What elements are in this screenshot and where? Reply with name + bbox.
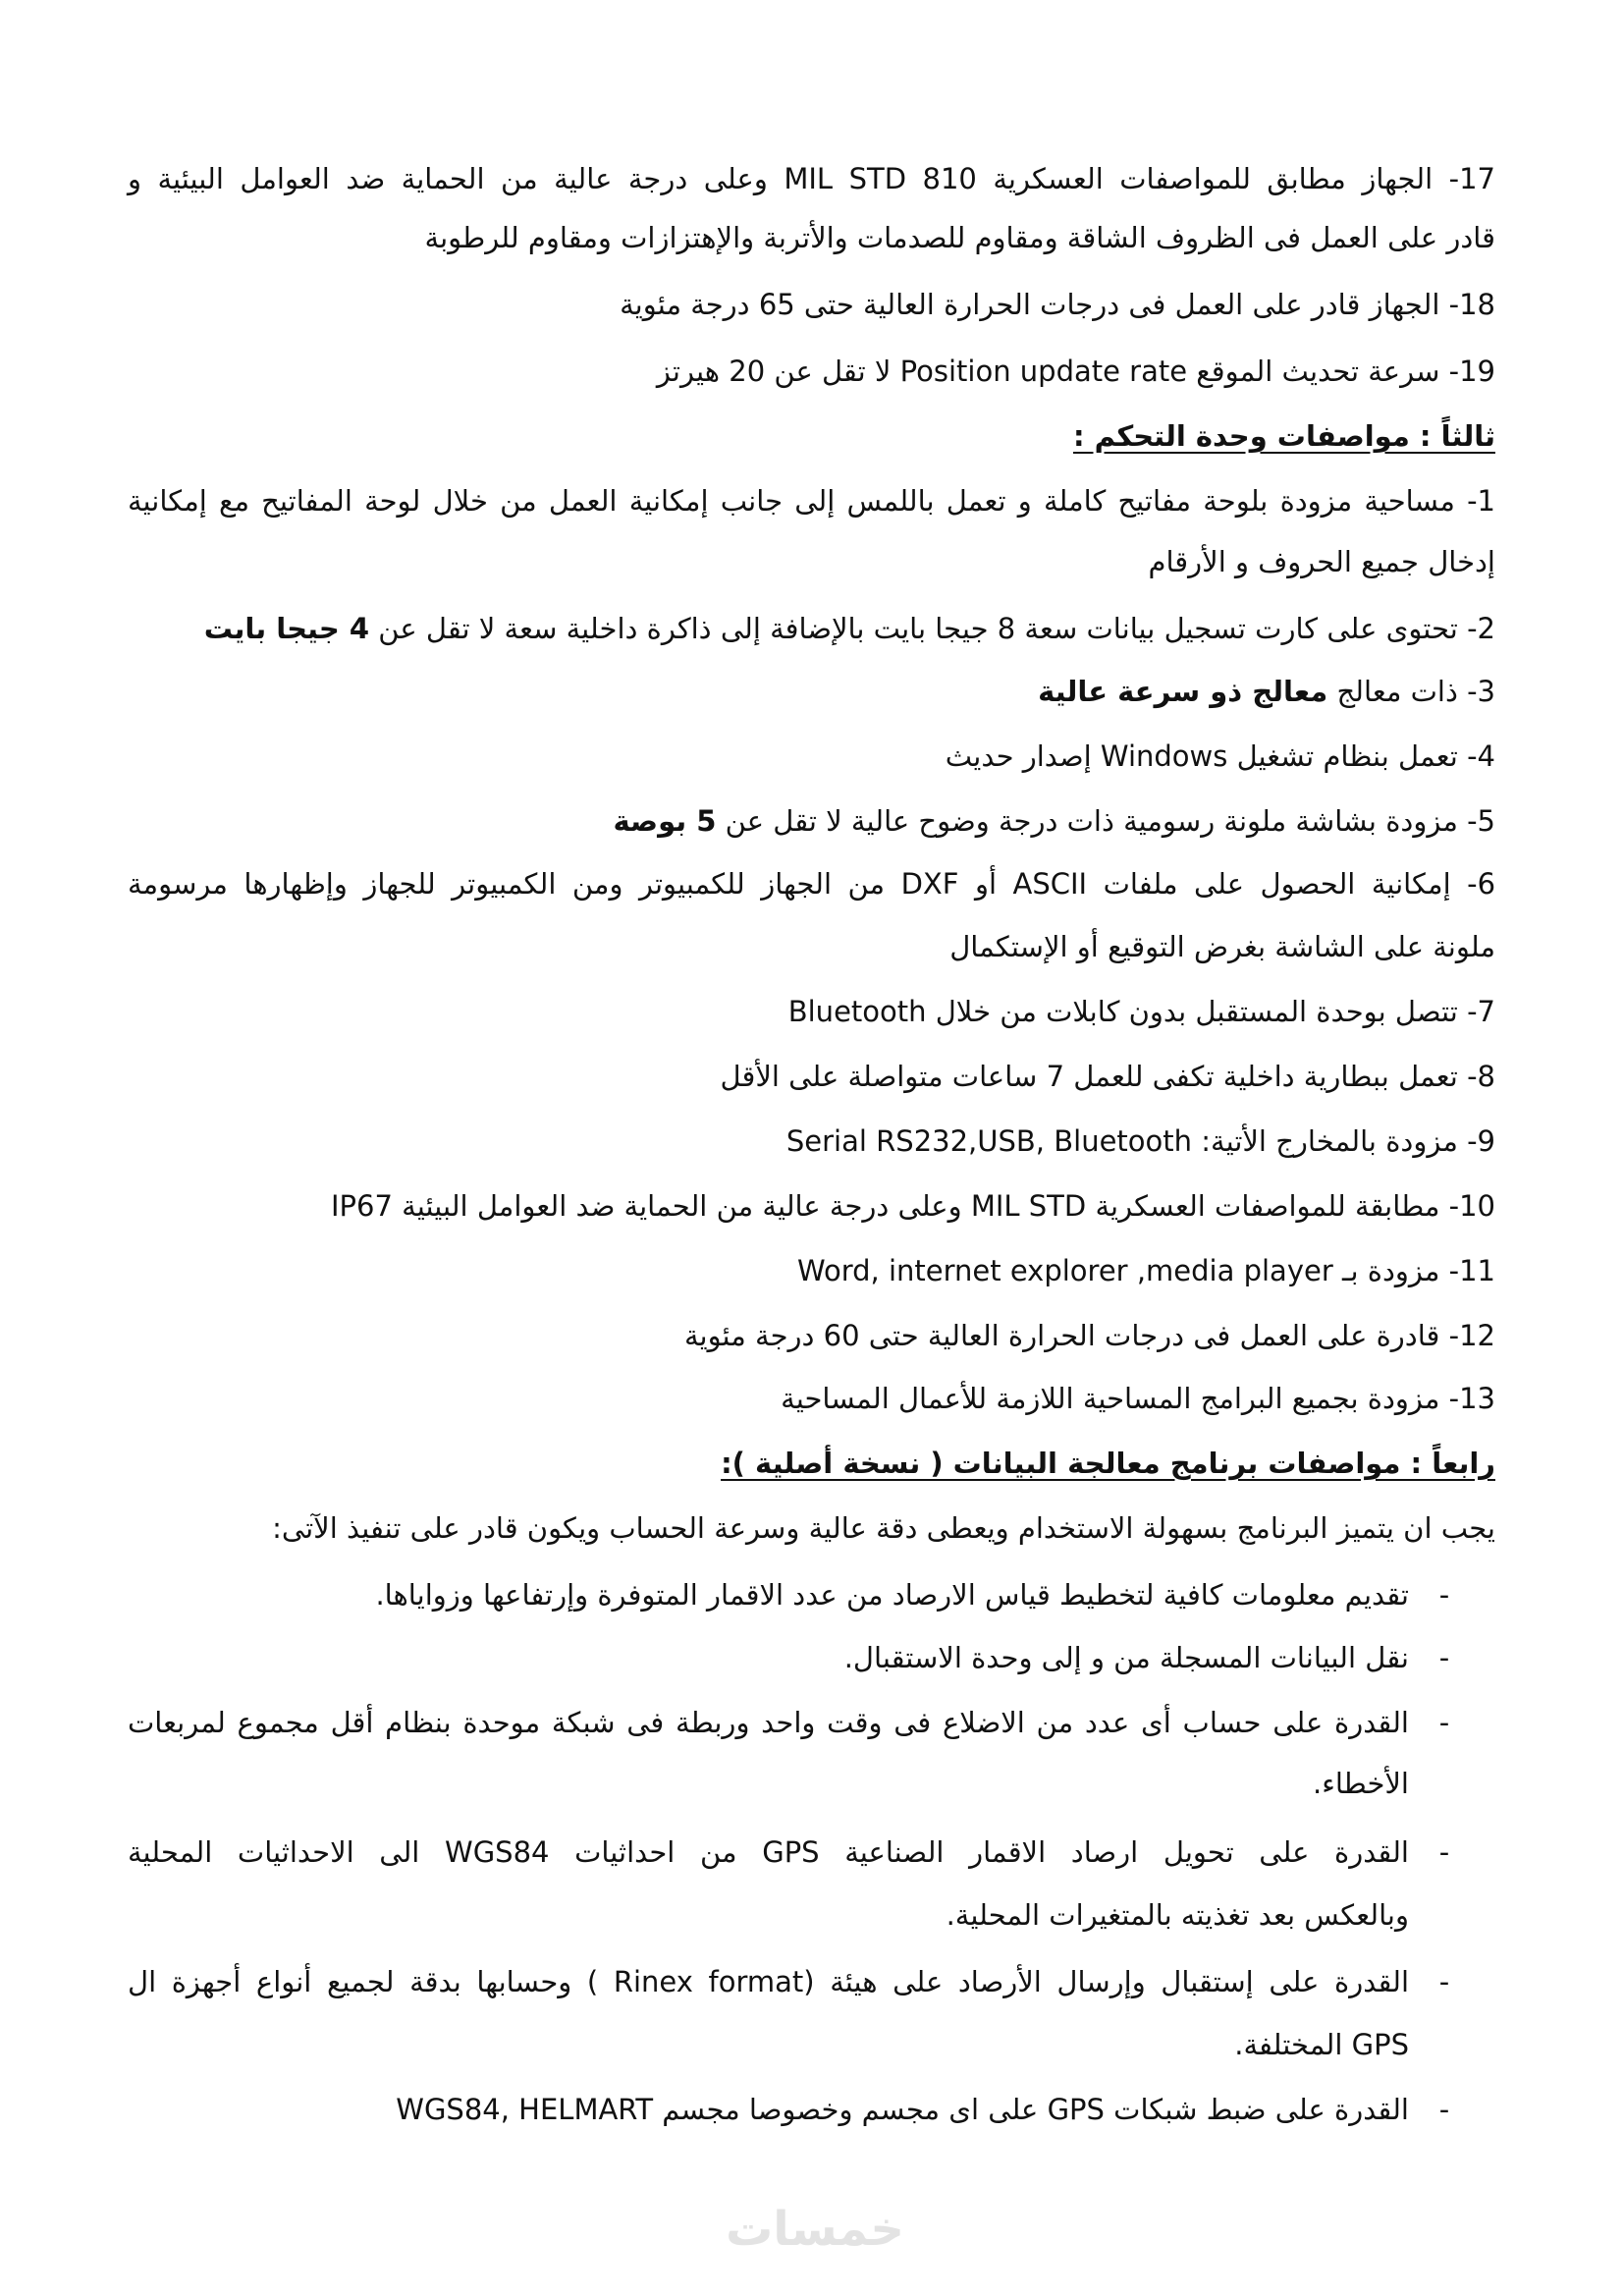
bullet-marker: - xyxy=(1438,1641,1450,1674)
item13: 13- مزودة بجميع البرامج المساحية اللازمة للأعمال المساحية xyxy=(781,1382,1495,1415)
bullet-marker: - xyxy=(1438,1835,1450,1869)
item3 xyxy=(128,672,1495,711)
item5 xyxy=(128,801,1495,841)
item6-line2: ملونة على الشاشة بغرض التوقيع أو الإستكمال xyxy=(949,930,1495,963)
section-heading-software: رابعاً : مواصفات برنامج معالجة البيانات ( نسخة أصلية ): xyxy=(721,1447,1495,1480)
bullet-marker: - xyxy=(1438,2093,1450,2126)
bullet-4-line1: القدرة على تحويل ارصاد الاقمار الصناعية GPS من احداثيات WGS84 الى الاحداثيات المحلية xyxy=(128,1835,1409,1869)
item3-text: 3- ذات معالج xyxy=(1336,675,1495,708)
bullet-2: نقل البيانات المسجلة من و إلى وحدة الاستقبال. xyxy=(843,1641,1409,1674)
item2 xyxy=(128,609,1495,648)
software-intro: يجب ان يتميز البرنامج بسهولة الاستخدام ويعطى دقة عالية وسرعة الحساب ويكون قادر على تنفيذ الآتى: xyxy=(272,1511,1495,1545)
item7: 7- تتصل بوحدة المستقبل بدون كابلات من خلال Bluetooth xyxy=(787,995,1495,1028)
item17-line1: 17- الجهاز مطابق للمواصفات العسكرية MIL STD 810 وعلى درجة عالية من الحماية ضد العوامل البيئية و xyxy=(128,162,1496,195)
item1-line1: 1- مساحية مزودة بلوحة مفاتيح كاملة و تعمل باللمس إلى جانب إمكانية العمل من خلال لوحة المفاتيح مع إمكانية xyxy=(128,484,1495,518)
bullet-4-line2: وبالعكس بعد تغذيته بالمتغيرات المحلية. xyxy=(946,1898,1409,1932)
bullet-marker: - xyxy=(1438,1706,1450,1739)
bullet-3-line1: القدرة على حساب أى عدد من الاضلاع فى وقت واحد وربطة فى شبكة موحدة بنظام أقل مجموع لمربعات xyxy=(128,1706,1409,1739)
item9: 9- مزودة بالمخارج الأتية: Serial RS232,USB, Bluetooth xyxy=(785,1124,1495,1158)
item6-line1: 6- إمكانية الحصول على ملفات ASCII أو DXF من الجهاز للكمبيوتر ومن الكمبيوتر للجهاز وإظهارها مرسومة xyxy=(128,867,1496,901)
item2-text: 2- تحتوى على كارت تسجيل بيانات سعة 8 جيجا بايت بالإضافة إلى ذاكرة داخلية سعة لا تقل عن xyxy=(378,612,1495,645)
bullet-1: تقديم معلومات كافية لتخطيط قياس الارصاد من عدد الاقمار المتوفرة وإرتفاعها وزواياها. xyxy=(375,1578,1409,1612)
item8: 8- تعمل ببطارية داخلية تكفى للعمل 7 ساعات متواصلة على الأقل xyxy=(720,1060,1495,1093)
bullet-5-line2: GPS المختلفة. xyxy=(1234,2028,1409,2061)
bullet-6: القدرة على ضبط شبكات GPS على اى مجسم وخصوصا مجسم WGS84, HELMART xyxy=(396,2093,1409,2126)
item3-bold: معالج ذو سرعة عالية xyxy=(1038,675,1328,708)
bullet-3-line2: الأخطاء. xyxy=(1312,1767,1409,1800)
item18: 18- الجهاز قادر على العمل فى درجات الحرارة العالية حتى 65 درجة مئوية xyxy=(620,288,1495,321)
item4: 4- تعمل بنظام تشغيل Windows إصدار حديث xyxy=(945,739,1495,773)
item5-text: 5- مزودة بشاشة ملونة رسومية ذات درجة وضوح عالية لا تقل عن xyxy=(725,804,1495,838)
item19: 19- سرعة تحديث الموقع Position update rate لا تقل عن 20 هيرتز xyxy=(656,355,1495,388)
section-heading-control-unit: ثالثاً : مواصفات وحدة التحكم : xyxy=(1072,419,1495,453)
bullet-5-line1: القدرة على إستقبال وإرسال الأرصاد على هيئة (Rinex format ) وحسابها بدقة لجميع أنواع أجهزة ال xyxy=(128,1965,1410,1998)
item11: 11- مزودة بـ Word, internet explorer ,media player xyxy=(797,1254,1495,1287)
item2-bold: 4 جيجا بايت xyxy=(203,612,370,645)
bullet-marker: - xyxy=(1438,1965,1450,1998)
item5-bold: 5 بوصة xyxy=(613,804,717,838)
item10: 10- مطابقة للمواصفات العسكرية MIL STD وعلى درجة عالية من الحماية ضد العوامل البيئية IP67 xyxy=(331,1189,1495,1223)
item1-line2: إدخال جميع الحروف و الأرقام xyxy=(1148,545,1495,578)
khamsat-watermark: خمسات xyxy=(726,2202,904,2257)
item12: 12- قادرة على العمل فى درجات الحرارة العالية حتى 60 درجة مئوية xyxy=(683,1319,1495,1352)
bullet-marker: - xyxy=(1438,1578,1450,1612)
item17-line2: قادر على العمل فى الظروف الشاقة ومقاوم للصدمات والأتربة والإهتزازات ومقاوم للرطوبة xyxy=(424,221,1495,254)
